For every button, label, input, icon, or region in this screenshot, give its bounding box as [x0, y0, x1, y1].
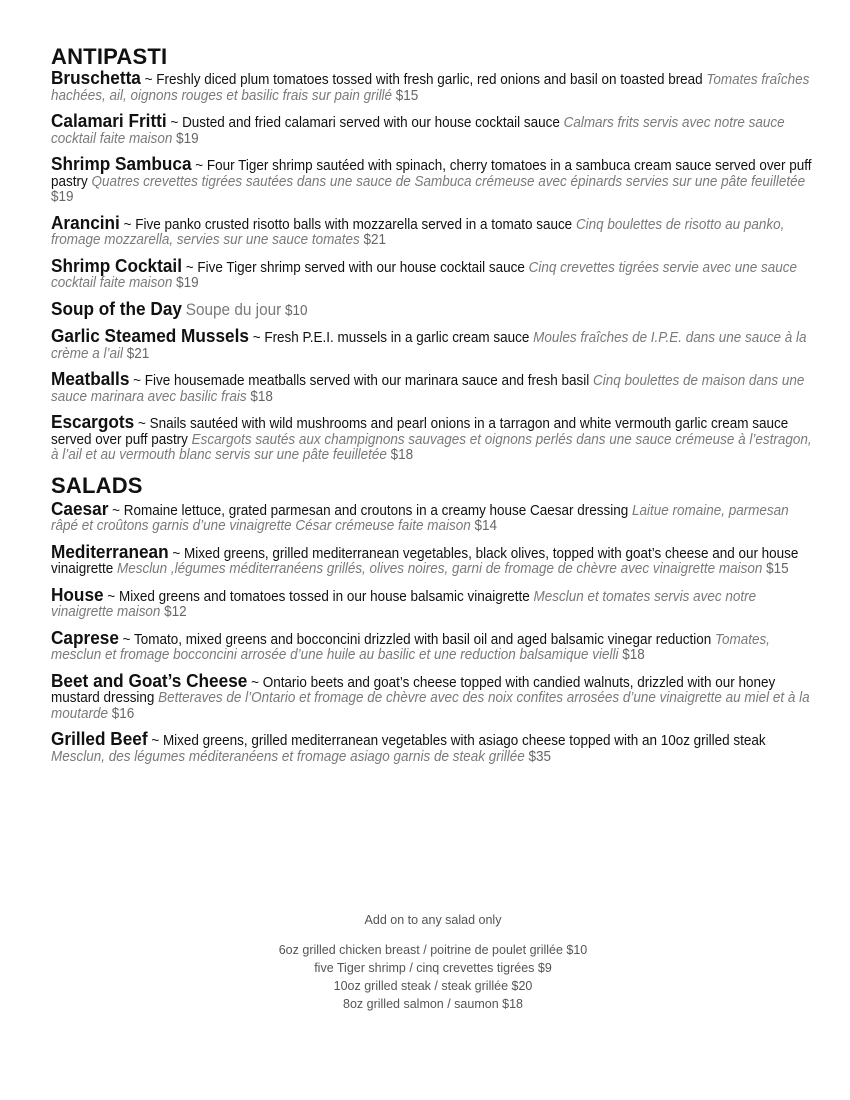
item-price: $19	[51, 189, 74, 205]
menu-item	[51, 411, 815, 464]
item-french-description: Laitue romaine, parmesan râpé et croûtons garnis d’une vinaigrette César crémeuse faite maison	[51, 502, 789, 534]
item-french-description: Quatres crevettes tigrées sautées dans une sauce de Sambuca crémeuse avec épinards servies sur une pâte feuilletée	[91, 173, 806, 190]
item-french-description: Tomates fraîches hachées, ail, oignons rouges et basilic frais sur pain grillé	[51, 72, 810, 104]
item-price: $15	[762, 561, 789, 577]
menu-item	[51, 626, 815, 664]
item-price: $19	[172, 275, 199, 291]
item-french-description: Cinq boulettes de maison dans une sauce marinara avec basilic frais	[51, 373, 805, 405]
item-price: $14	[470, 518, 498, 534]
item-price: $21	[359, 232, 387, 248]
item-name: Soup of the Day	[51, 297, 182, 319]
item-description: ~ Tomato, mixed greens and bocconcini drizzled with basil oil and aged balsamic vinegar reduction	[118, 631, 715, 648]
item-price: $18	[618, 647, 645, 663]
menu-item	[51, 297, 815, 320]
section-title-salads: SALADS	[51, 472, 143, 498]
item-name: Bruschetta	[51, 67, 141, 88]
item-price: $18	[386, 447, 414, 463]
menu-item	[51, 211, 815, 249]
menu-item	[51, 325, 815, 362]
menu-item	[51, 583, 815, 621]
item-description: ~ Five housemade meatballs served with our marinara sauce and fresh basil	[129, 373, 594, 389]
item-name: Escargots	[51, 411, 135, 432]
salads-list	[51, 497, 816, 766]
item-name: Arancini	[51, 211, 120, 233]
item-french-description: Cinq boulettes de risotto au panko, fromage mozzarella, servies sur une sauce tomates	[51, 216, 785, 248]
item-description: ~ Snails sautéed with wild mushrooms and pearl onions in a tarragon and white vermouth garlic cream sauce served over puff pastry	[51, 416, 789, 448]
item-name: House	[51, 583, 104, 605]
item-price: $10	[281, 302, 308, 319]
item-description: ~ Mixed greens, grilled mediterranean vegetables with asiago cheese topped with an 10oz grilled steak	[147, 733, 766, 749]
item-name: Grilled Beef	[51, 728, 148, 749]
item-french-description: Tomates, mesclun et fromage bocconcini arrosée d’une huile au basilic et une reduction balsamique vielli	[51, 631, 770, 663]
item-description: ~ Dusted and fried calamari served with our house cocktail sauce	[166, 115, 564, 131]
item-french-description: Mesclun et tomates servis avec notre vinaigrette maison	[51, 588, 757, 620]
item-price: $18	[246, 388, 273, 405]
item-french-description: Cinq crevettes tigrées servie avec une sauce cocktail faite maison	[51, 259, 797, 291]
menu-item	[51, 254, 815, 292]
item-price: $12	[160, 604, 187, 620]
item-description: ~ Ontario beets and goat’s cheese topped with candied walnuts, drizzled with our honey mustard dressing	[51, 674, 776, 706]
addon-item: 8oz grilled salmon / saumon $18	[343, 997, 523, 1011]
item-name: Calamari Fritti	[51, 110, 167, 131]
item-name: Shrimp Sambuca	[51, 153, 192, 174]
menu-item	[51, 67, 815, 104]
item-name: Caprese	[51, 626, 119, 648]
item-french-description: Escargots sautés aux champignons sauvages et oignons perlés dans une sauce crémeuse à l’estragon, à l’ail et au vermouth blanc servis sur une pâte feuilletée	[51, 431, 812, 463]
item-name: Shrimp Cocktail	[51, 254, 182, 276]
item-description: ~ Fresh P.E.I. mussels in a garlic cream sauce	[248, 330, 534, 346]
item-description: ~ Five Tiger shrimp served with our house cocktail sauce	[181, 259, 529, 276]
item-french-description: Betteraves de l’Ontario et fromage de chèvre avec des noix confites arrosées d’une vinaigrette au miel et à la moutarde	[51, 690, 810, 722]
menu-item	[51, 669, 815, 723]
item-name: Garlic Steamed Mussels	[51, 325, 249, 346]
item-price: $16	[107, 705, 135, 722]
menu-item	[51, 497, 815, 535]
item-description: ~ Four Tiger shrimp sautéed with spinach, cherry tomatoes in a sambuca cream sauce served over puff pastry	[51, 158, 812, 190]
item-description: ~ Mixed greens and tomatoes tossed in our house balsamic vinaigrette	[103, 588, 534, 605]
section-title-antipasti: ANTIPASTI	[51, 44, 168, 69]
item-name: Beet and Goat’s Cheese	[51, 669, 248, 691]
item-name: Mediterranean	[51, 540, 169, 562]
addon-item: five Tiger shrimp / cinq crevettes tigrées $9	[314, 961, 552, 975]
menu-item	[51, 368, 815, 405]
item-description: ~ Mixed greens, grilled mediterranean vegetables, black olives, topped with goat’s cheese and our house vinaigrette	[51, 545, 799, 577]
item-name: Caesar	[51, 497, 109, 519]
item-price: $35	[524, 748, 551, 765]
item-french-description: Calmars frits servis avec notre sauce cocktail faite maison	[51, 115, 785, 147]
addon-item: 10oz grilled steak / steak grillée $20	[333, 979, 533, 993]
item-description: ~ Freshly diced plum tomatoes tossed with fresh garlic, red onions and basil on toasted bread	[140, 72, 707, 88]
item-description: ~ Romaine lettuce, grated parmesan and croutons in a creamy house Caesar dressing	[108, 502, 632, 519]
item-name: Meatballs	[51, 368, 130, 389]
menu-item	[51, 110, 815, 147]
menu-item	[51, 153, 815, 206]
item-french-description: Mesclun ,légumes méditerranéens grillés, olives noires, garni de fromage de chèvre avec vinaigrette maison	[116, 561, 763, 577]
menu-item	[51, 540, 815, 578]
menu-item	[51, 728, 815, 765]
item-price: $21	[122, 345, 150, 362]
addon-item: 6oz grilled chicken breast / poitrine de poulet grillée $10	[278, 943, 588, 957]
salad-addons	[0, 911, 850, 1013]
item-price: $15	[392, 87, 419, 104]
item-description: ~ Five panko crusted risotto balls with mozzarella served in a tomato sauce	[119, 216, 576, 233]
addons-intro: Add on to any salad only	[364, 913, 502, 927]
item-french-description: Soupe du jour	[185, 300, 282, 319]
item-french-description: Mesclun, des légumes méditeranéens et fromage asiago garnis de steak grillée	[51, 748, 525, 765]
item-french-description: Moules fraîches de I.P.E. dans une sauce à la crème a l’ail	[51, 330, 807, 362]
item-price: $19	[172, 130, 199, 147]
antipasti-list	[51, 67, 816, 464]
